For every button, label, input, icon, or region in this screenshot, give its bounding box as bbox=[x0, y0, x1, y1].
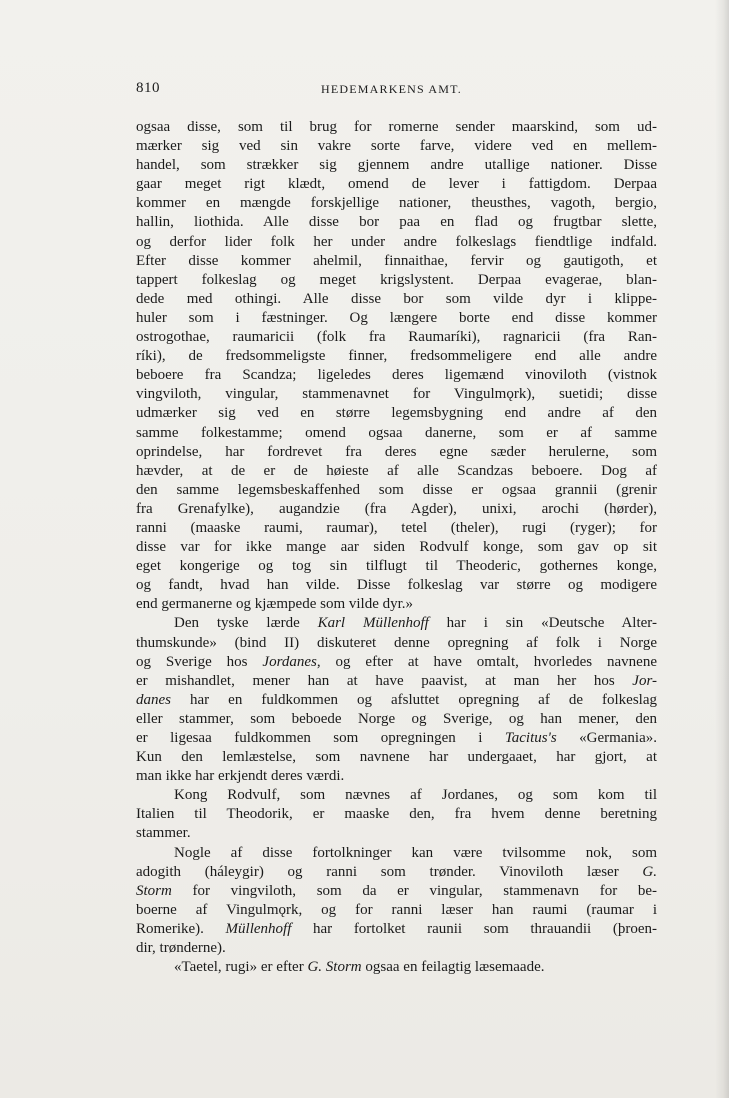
text-line bbox=[136, 538, 657, 557]
text-span: man ikke har erkjendt deres værdi. bbox=[136, 768, 345, 785]
text-line bbox=[136, 653, 657, 672]
text-line bbox=[136, 958, 657, 977]
text-line bbox=[136, 175, 657, 194]
text-line bbox=[136, 920, 657, 939]
text-line bbox=[136, 233, 657, 252]
text-span: vingviloth, vingular, stammenavnet for Vingulmǫrk), suetidi; disse bbox=[136, 386, 657, 403]
text-line bbox=[136, 481, 657, 500]
text-span: Kun den lemlæstelse, som navnene har undergaaet, har gjort, at bbox=[136, 749, 657, 766]
page-header bbox=[136, 80, 657, 100]
text-line bbox=[136, 748, 657, 767]
body-text bbox=[136, 118, 657, 977]
text-line bbox=[136, 805, 657, 824]
text-line bbox=[136, 729, 657, 748]
text-span: kommer en mængde forskjellige nationer, theusthes, vagoth, bergio, bbox=[136, 195, 657, 212]
text-span: «Taetel, rugi» er efter bbox=[174, 959, 308, 976]
text-span: Den tyske lærde bbox=[174, 615, 318, 632]
text-span: Kong Rodvulf, som nævnes af Jordanes, og som kom til bbox=[174, 787, 657, 804]
text-span: er mishandlet, mener han at have paavist, at man her hos bbox=[136, 672, 633, 689]
page-edge-shadow bbox=[715, 0, 729, 1098]
text-line bbox=[136, 404, 657, 423]
text-line bbox=[136, 882, 657, 901]
text-span: adogith (háleygir) og ranni som trønder. Vinoviloth læser bbox=[136, 863, 643, 880]
text-span: Romerike). bbox=[136, 920, 226, 937]
text-line bbox=[136, 252, 657, 271]
italic-text-span: Jor- bbox=[632, 672, 657, 689]
text-span: oprindelse, har fordrevet fra deres egne sæder herulerne, som bbox=[136, 443, 657, 460]
text-span: tappert folkeslag og meget krigslystent. Derpaa evagerae, blan- bbox=[136, 271, 657, 288]
text-span: hævder, at de er de høieste af alle Scandzas beboere. Dog af bbox=[136, 462, 657, 479]
text-line bbox=[136, 290, 657, 309]
text-line bbox=[136, 328, 657, 347]
text-span: og Sverige hos bbox=[136, 653, 263, 670]
text-line bbox=[136, 424, 657, 443]
text-line bbox=[136, 385, 657, 404]
text-line bbox=[136, 691, 657, 710]
text-span: thumskunde» (bind II) diskuteret denne opregning af folk i Norge bbox=[136, 634, 657, 651]
text-span: stammer. bbox=[136, 825, 191, 842]
text-span: er ligesaa fuldkommen som opregningen i bbox=[136, 730, 505, 746]
text-span: udmærker sig ved en større legemsbygning end andre af den bbox=[136, 405, 657, 422]
text-span: samme folkestamme; omend ogsaa danerne, som er af samme bbox=[136, 424, 657, 441]
text-line bbox=[136, 901, 657, 920]
text-line bbox=[136, 500, 657, 519]
text-line bbox=[136, 309, 657, 328]
text-span: Nogle af disse fortolkninger kan være tvilsomme nok, som bbox=[174, 844, 657, 861]
text-line bbox=[136, 824, 657, 843]
text-span: «Germania». bbox=[556, 730, 657, 746]
text-span: ostrogothae, raumaricii (folk fra Raumaríki), ragnaricii (fra Ran- bbox=[136, 329, 657, 346]
text-span: dede med othingi. Alle disse bor som vilde dyr i klippe- bbox=[136, 290, 657, 307]
text-span: , og efter at have omtalt, hvorledes navnene bbox=[316, 653, 657, 670]
text-line bbox=[136, 634, 657, 653]
text-line bbox=[136, 557, 657, 576]
text-line bbox=[136, 194, 657, 213]
italic-text-span: danes bbox=[136, 691, 171, 708]
text-line bbox=[136, 710, 657, 729]
text-span: og fandt, hvad han vilde. Disse folkeslag var større og modigere bbox=[136, 577, 657, 594]
text-line bbox=[136, 595, 657, 614]
italic-text-span: Karl Müllenhoff bbox=[317, 615, 429, 632]
text-span: dir, trønderne). bbox=[136, 940, 226, 957]
text-span: disse var for ikke mange aar siden Rodvulf konge, som gav op sit bbox=[136, 539, 657, 556]
text-line bbox=[136, 347, 657, 366]
text-span: eller stammer, som beboede Norge og Sverige, og han mener, den bbox=[136, 710, 657, 727]
text-span: har fortolket raunii som thrauandii (þroen- bbox=[291, 920, 657, 937]
text-span: ríki), de fredsommeligste finner, fredsommeligere end alle andre bbox=[136, 348, 657, 365]
text-line bbox=[136, 672, 657, 691]
text-span: end germanerne og kjæmpede som vilde dyr.» bbox=[136, 596, 414, 613]
text-line bbox=[136, 213, 657, 232]
italic-text-span: Storm bbox=[136, 882, 172, 899]
text-line bbox=[136, 366, 657, 385]
text-line bbox=[136, 519, 657, 538]
text-span: handel, som strækker sig gjennem andre utallige nationer. Disse bbox=[136, 157, 657, 174]
text-span: ranni (maaske raumi, raumar), tetel (theler), rugi (ryger); for bbox=[136, 519, 657, 536]
text-span: Italien til Theodorik, er maaske den, fra hvem denne beretning bbox=[136, 806, 657, 823]
italic-text-span: Tacitus's bbox=[504, 730, 557, 746]
italic-text-span: G. Storm bbox=[307, 959, 362, 976]
text-span: og derfor lider folk her under andre folkeslags fiendtlige indfald. bbox=[136, 233, 657, 250]
text-span: for vingviloth, som da er vingular, stammenavn for be- bbox=[171, 882, 657, 899]
page-number: 810 bbox=[136, 80, 160, 96]
text-span: har en fuldkommen og afsluttet opregning af de folkeslag bbox=[171, 691, 657, 708]
text-line bbox=[136, 462, 657, 481]
text-span: har i sin «Deutsche Alter- bbox=[428, 615, 657, 632]
text-line bbox=[136, 844, 657, 863]
text-span: gaar meget rigt klædt, omend de lever i fattigdom. Derpaa bbox=[136, 176, 657, 193]
text-line bbox=[136, 156, 657, 175]
text-line bbox=[136, 767, 657, 786]
text-span: fra Grenafylke), augandzie (fra Agder), unixi, arochi (hørder), bbox=[136, 500, 657, 517]
text-line bbox=[136, 786, 657, 805]
text-span: hallin, liothida. Alle disse bor paa en flad og frugtbar slette, bbox=[136, 214, 657, 231]
text-span: den samme legemsbeskaffenhed som disse er ogsaa grannii (grenir bbox=[136, 481, 657, 498]
italic-text-span: Jordanes bbox=[262, 653, 317, 670]
text-line bbox=[136, 863, 657, 882]
text-span: huler som i fæstninger. Og længere borte end disse kommer bbox=[136, 309, 657, 326]
italic-text-span: G. bbox=[642, 863, 657, 880]
text-line bbox=[136, 443, 657, 462]
italic-text-span: Müllenhoff bbox=[225, 920, 292, 937]
running-head: HEDEMARKENS AMT. bbox=[321, 82, 462, 96]
text-span: eget kongerige og tog sin tilflugt til Theoderic, gothernes konge, bbox=[136, 558, 657, 575]
text-span: ogsaa en feilagtig læsemaade. bbox=[361, 959, 545, 976]
text-line bbox=[136, 939, 657, 958]
text-span: Efter disse kommer ahelmil, finnaithae, fervir og gautigoth, et bbox=[136, 252, 657, 269]
text-line bbox=[136, 271, 657, 290]
text-span: beboere fra Scandza; ligeledes deres ligemænd vinoviloth (vistnok bbox=[136, 367, 657, 384]
text-line bbox=[136, 576, 657, 595]
text-line bbox=[136, 118, 657, 137]
text-line bbox=[136, 614, 657, 633]
text-span: mærker sig ved sin vakre sorte farve, videre ved en mellem- bbox=[136, 138, 657, 155]
text-line bbox=[136, 137, 657, 156]
text-span: boerne af Vingulmǫrk, og for ranni læser han raumi (raumar i bbox=[136, 901, 657, 918]
text-span: ogsaa disse, som til brug for romerne sender maarskind, som ud- bbox=[136, 119, 657, 135]
